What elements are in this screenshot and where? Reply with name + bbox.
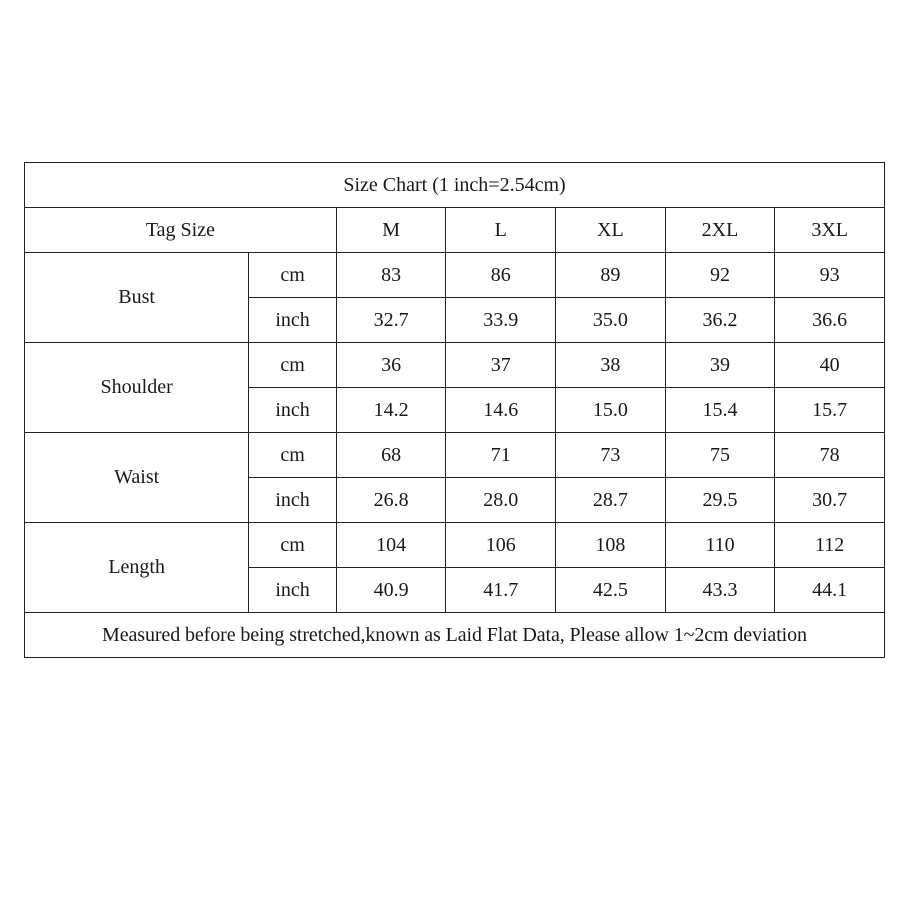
value-cell: 108 <box>556 523 666 568</box>
unit-label: inch <box>249 478 337 523</box>
value-cell: 40 <box>775 343 885 388</box>
value-cell: 40.9 <box>336 568 446 613</box>
table-row <box>25 523 885 568</box>
value-cell: 68 <box>336 433 446 478</box>
value-cell: 39 <box>665 343 775 388</box>
value-cell: 43.3 <box>665 568 775 613</box>
table-row <box>25 253 885 298</box>
measure-name-length: Length <box>25 523 249 613</box>
value-cell: 89 <box>556 253 666 298</box>
value-cell: 15.0 <box>556 388 666 433</box>
value-cell: 93 <box>775 253 885 298</box>
size-header-2xl: 2XL <box>665 208 775 253</box>
value-cell: 75 <box>665 433 775 478</box>
value-cell: 38 <box>556 343 666 388</box>
unit-label: cm <box>249 343 337 388</box>
value-cell: 30.7 <box>775 478 885 523</box>
value-cell: 33.9 <box>446 298 556 343</box>
measure-name-shoulder: Shoulder <box>25 343 249 433</box>
size-header-m: M <box>336 208 446 253</box>
size-chart-table <box>24 162 885 658</box>
measure-name-waist: Waist <box>25 433 249 523</box>
value-cell: 71 <box>446 433 556 478</box>
chart-title: Size Chart (1 inch=2.54cm) <box>25 163 885 208</box>
value-cell: 83 <box>336 253 446 298</box>
value-cell: 28.7 <box>556 478 666 523</box>
value-cell: 110 <box>665 523 775 568</box>
size-header-row <box>25 208 885 253</box>
value-cell: 14.2 <box>336 388 446 433</box>
unit-label: cm <box>249 433 337 478</box>
unit-label: inch <box>249 388 337 433</box>
value-cell: 14.6 <box>446 388 556 433</box>
size-header-xl: XL <box>556 208 666 253</box>
footer-row <box>25 613 885 658</box>
table-row <box>25 433 885 478</box>
unit-label: inch <box>249 298 337 343</box>
value-cell: 28.0 <box>446 478 556 523</box>
value-cell: 92 <box>665 253 775 298</box>
value-cell: 86 <box>446 253 556 298</box>
tag-size-label: Tag Size <box>25 208 337 253</box>
value-cell: 44.1 <box>775 568 885 613</box>
value-cell: 106 <box>446 523 556 568</box>
footer-note: Measured before being stretched,known as Laid Flat Data, Please allow 1~2cm deviation <box>25 613 885 658</box>
size-header-l: L <box>446 208 556 253</box>
title-row <box>25 163 885 208</box>
unit-label: cm <box>249 253 337 298</box>
measure-name-bust: Bust <box>25 253 249 343</box>
value-cell: 29.5 <box>665 478 775 523</box>
value-cell: 36.2 <box>665 298 775 343</box>
unit-label: cm <box>249 523 337 568</box>
value-cell: 35.0 <box>556 298 666 343</box>
value-cell: 42.5 <box>556 568 666 613</box>
size-header-3xl: 3XL <box>775 208 885 253</box>
value-cell: 112 <box>775 523 885 568</box>
value-cell: 32.7 <box>336 298 446 343</box>
value-cell: 15.4 <box>665 388 775 433</box>
value-cell: 36 <box>336 343 446 388</box>
value-cell: 26.8 <box>336 478 446 523</box>
value-cell: 78 <box>775 433 885 478</box>
unit-label: inch <box>249 568 337 613</box>
value-cell: 15.7 <box>775 388 885 433</box>
value-cell: 36.6 <box>775 298 885 343</box>
value-cell: 73 <box>556 433 666 478</box>
value-cell: 41.7 <box>446 568 556 613</box>
table-row <box>25 343 885 388</box>
value-cell: 104 <box>336 523 446 568</box>
value-cell: 37 <box>446 343 556 388</box>
